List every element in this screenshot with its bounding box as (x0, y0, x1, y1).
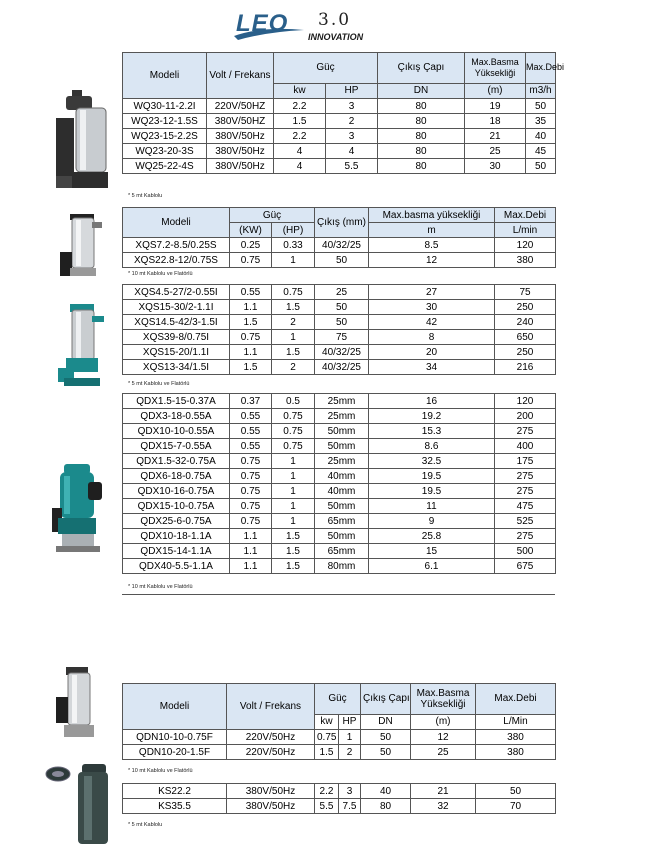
col-model-header: Modeli (123, 208, 230, 238)
value-cell: 50 (526, 159, 556, 174)
value-cell: 30 (369, 300, 495, 315)
col-flow-unit: L/min (495, 223, 556, 238)
value-cell: 1 (272, 469, 315, 484)
model-cell: QDX25-6-0.75A (123, 514, 230, 529)
value-cell: 80 (378, 114, 465, 129)
table-row (123, 469, 556, 484)
col-kw-unit: (KW) (230, 223, 272, 238)
value-cell: 1.5 (230, 315, 272, 330)
value-cell: 216 (495, 360, 556, 375)
table-row (123, 394, 556, 409)
col-volt-header: Volt / Frekans (227, 684, 315, 730)
value-cell: 475 (495, 499, 556, 514)
value-cell: 0.75 (272, 285, 315, 300)
value-cell: 1 (272, 454, 315, 469)
value-cell: 34 (369, 360, 495, 375)
table-row (123, 285, 556, 300)
value-cell: 250 (495, 300, 556, 315)
value-cell: 75 (495, 285, 556, 300)
col-kw-unit: kw (274, 83, 326, 98)
value-cell: 1.5 (272, 345, 315, 360)
value-cell: 35 (526, 114, 556, 129)
col-m-unit: (m) (465, 83, 526, 98)
col-outlet-header: Çıkış (mm) (315, 208, 369, 238)
value-cell: 675 (495, 559, 556, 574)
value-cell: 80mm (315, 559, 369, 574)
value-cell: 40mm (315, 484, 369, 499)
model-cell: QDX6-18-0.75A (123, 469, 230, 484)
model-cell: KS22.2 (123, 784, 227, 799)
col-head-header: Max.Basma Yüksekliği (411, 684, 476, 715)
table-row (123, 454, 556, 469)
wq-spec-table (122, 52, 565, 174)
value-cell: 1 (272, 484, 315, 499)
value-cell: 3 (326, 99, 378, 114)
value-cell: 0.55 (230, 439, 272, 454)
table-row (123, 330, 556, 345)
table-row (123, 409, 556, 424)
value-cell: 3 (339, 784, 361, 799)
model-cell: XQS7.2-8.5/0.25S (123, 238, 230, 253)
value-cell: 19.5 (369, 484, 495, 499)
value-cell: 21 (411, 784, 476, 799)
col-kw-unit: kw (315, 714, 339, 729)
value-cell: 40mm (315, 469, 369, 484)
model-cell: XQS4.5-27/2-0.55I (123, 285, 230, 300)
value-cell: 250 (495, 345, 556, 360)
value-cell: 1.1 (230, 544, 272, 559)
table-row (123, 544, 556, 559)
value-cell: 50 (315, 253, 369, 268)
col-hp-unit: HP (326, 83, 378, 98)
model-cell: WQ23-12-1.5S (123, 114, 207, 129)
value-cell: 27 (369, 285, 495, 300)
table-row (123, 424, 556, 439)
value-cell: 25mm (315, 409, 369, 424)
col-model-header: Modeli (123, 684, 227, 730)
value-cell: 50 (361, 730, 411, 745)
model-cell: XQS15-20/1.1I (123, 345, 230, 360)
pump-image-qdx (48, 462, 108, 556)
value-cell: 380V/50Hz (207, 129, 274, 144)
table2-note: * 10 mt Kablolu ve Flatörlü (128, 271, 193, 277)
xqs-small-spec-table (122, 207, 556, 268)
value-cell: 50 (361, 745, 411, 760)
value-cell: 1.5 (272, 559, 315, 574)
value-cell: 18 (465, 114, 526, 129)
value-cell: 0.75 (315, 730, 339, 745)
value-cell: 40/32/25 (315, 345, 369, 360)
value-cell: 0.55 (230, 424, 272, 439)
value-cell: 32.5 (369, 454, 495, 469)
pump-image-qdn (54, 665, 100, 745)
value-cell: 1 (272, 514, 315, 529)
table-row (123, 559, 556, 574)
table6-note: * 5 mt Kablolu (128, 822, 163, 828)
value-cell: 175 (495, 454, 556, 469)
value-cell: 15.3 (369, 424, 495, 439)
model-cell: QDX1.5-32-0.75A (123, 454, 230, 469)
model-cell: XQS22.8-12/0.75S (123, 253, 230, 268)
value-cell: 9 (369, 514, 495, 529)
value-cell: 1 (272, 499, 315, 514)
value-cell: 0.75 (230, 253, 272, 268)
table-row (123, 745, 556, 760)
col-dn-unit: DN (361, 714, 411, 729)
col-m-unit: (m) (411, 714, 476, 729)
value-cell: 220V/50HZ (207, 99, 274, 114)
value-cell: 19.2 (369, 409, 495, 424)
value-cell: 0.33 (272, 238, 315, 253)
value-cell: 2 (272, 315, 315, 330)
value-cell: 42 (369, 315, 495, 330)
value-cell: 0.75 (230, 469, 272, 484)
value-cell: 380 (495, 253, 556, 268)
table-row (123, 99, 556, 114)
col-outlet-header: Çıkış Çapı (361, 684, 411, 715)
value-cell: 525 (495, 514, 556, 529)
pump-image-xqs-small (58, 212, 106, 280)
model-cell: QDX40-5.5-1.1A (123, 559, 230, 574)
value-cell: 8.6 (369, 439, 495, 454)
value-cell: 19.5 (369, 469, 495, 484)
model-cell: WQ23-15-2.2S (123, 129, 207, 144)
table-row (123, 514, 556, 529)
value-cell: 40 (361, 784, 411, 799)
value-cell: 2.2 (274, 99, 326, 114)
table-row (123, 114, 556, 129)
value-cell: 0.37 (230, 394, 272, 409)
value-cell: 45 (526, 144, 556, 159)
value-cell: 50mm (315, 499, 369, 514)
pump-image-wq (52, 88, 110, 192)
value-cell: 275 (495, 484, 556, 499)
value-cell: 240 (495, 315, 556, 330)
value-cell: 32 (411, 799, 476, 814)
value-cell: 650 (495, 330, 556, 345)
value-cell: 11 (369, 499, 495, 514)
col-flow-header: Max.Debi (526, 53, 556, 84)
value-cell: 0.75 (230, 514, 272, 529)
model-cell: KS35.5 (123, 799, 227, 814)
table1-note: * 5 mt Kablolu (128, 193, 163, 199)
model-cell: XQS39-8/0.75I (123, 330, 230, 345)
col-hp-unit: HP (339, 714, 361, 729)
table-row (123, 238, 556, 253)
value-cell: 400 (495, 439, 556, 454)
value-cell: 0.75 (272, 439, 315, 454)
table5-note: * 10 mt Kablolu ve Flatörlü (128, 768, 193, 774)
value-cell: 380V/50Hz (227, 799, 315, 814)
col-head-header: Max.Basma Yüksekliği (465, 53, 526, 84)
col-m-unit: m (369, 223, 495, 238)
table-row (123, 484, 556, 499)
value-cell: 1.1 (230, 345, 272, 360)
table3-note: * 5 mt Kablolu ve Flatörlü (128, 381, 190, 387)
value-cell: 380V/50Hz (207, 159, 274, 174)
value-cell: 380 (476, 730, 556, 745)
qdx-spec-table (122, 393, 556, 574)
value-cell: 40 (526, 129, 556, 144)
model-cell: QDX10-18-1.1A (123, 529, 230, 544)
col-power-header: Güç (274, 53, 378, 84)
model-cell: QDX3-18-0.55A (123, 409, 230, 424)
model-cell: QDX15-7-0.55A (123, 439, 230, 454)
table-row (123, 784, 556, 799)
col-model-header: Modeli (123, 53, 207, 99)
value-cell: 0.75 (230, 330, 272, 345)
value-cell: 0.5 (272, 394, 315, 409)
value-cell: 0.75 (272, 424, 315, 439)
value-cell: 50mm (315, 529, 369, 544)
value-cell: 25 (315, 285, 369, 300)
model-cell: XQS14.5-42/3-1.5I (123, 315, 230, 330)
value-cell: 1.5 (230, 360, 272, 375)
table-row (123, 439, 556, 454)
table-row (123, 253, 556, 268)
value-cell: 1.5 (272, 544, 315, 559)
model-cell: QDX10-10-0.55A (123, 424, 230, 439)
value-cell: 380 (476, 745, 556, 760)
model-cell: QDX10-16-0.75A (123, 484, 230, 499)
model-cell: XQS15-30/2-1.1I (123, 300, 230, 315)
table-row (123, 315, 556, 330)
value-cell: 1.5 (272, 529, 315, 544)
value-cell: 80 (378, 159, 465, 174)
value-cell: 65mm (315, 544, 369, 559)
value-cell: 275 (495, 424, 556, 439)
xqs-spec-table (122, 284, 556, 375)
col-head-header: Max.basma yüksekliği (369, 208, 495, 223)
value-cell: 220V/50Hz (227, 730, 315, 745)
value-cell: 1.5 (272, 300, 315, 315)
value-cell: 25.8 (369, 529, 495, 544)
value-cell: 1.1 (230, 529, 272, 544)
value-cell: 220V/50Hz (227, 745, 315, 760)
col-flow-unit: m3/h (526, 83, 556, 98)
value-cell: 30 (465, 159, 526, 174)
value-cell: 1.1 (230, 559, 272, 574)
value-cell: 120 (495, 394, 556, 409)
value-cell: 50mm (315, 424, 369, 439)
value-cell: 16 (369, 394, 495, 409)
model-cell: XQS13-34/1.5I (123, 360, 230, 375)
value-cell: 80 (378, 144, 465, 159)
table-row (123, 159, 556, 174)
model-cell: QDN10-10-0.75F (123, 730, 227, 745)
table-row (123, 499, 556, 514)
value-cell: 50 (476, 784, 556, 799)
col-flow-unit: L/Min (476, 714, 556, 729)
value-cell: 80 (378, 99, 465, 114)
value-cell: 275 (495, 529, 556, 544)
table-row (123, 799, 556, 814)
value-cell: 2.2 (274, 129, 326, 144)
value-cell: 1.1 (230, 300, 272, 315)
value-cell: 65mm (315, 514, 369, 529)
value-cell: 380V/50HZ (207, 114, 274, 129)
value-cell: 2 (339, 745, 361, 760)
value-cell: 12 (411, 730, 476, 745)
value-cell: 25mm (315, 394, 369, 409)
value-cell: 4 (274, 159, 326, 174)
ks-spec-table (122, 783, 556, 814)
value-cell: 70 (476, 799, 556, 814)
table-row (123, 300, 556, 315)
value-cell: 50mm (315, 439, 369, 454)
value-cell: 50 (526, 99, 556, 114)
value-cell: 0.55 (230, 285, 272, 300)
value-cell: 1 (272, 330, 315, 345)
value-cell: 25 (465, 144, 526, 159)
value-cell: 200 (495, 409, 556, 424)
value-cell: 0.55 (230, 409, 272, 424)
value-cell: 120 (495, 238, 556, 253)
value-cell: 1.5 (315, 745, 339, 760)
value-cell: 2 (326, 114, 378, 129)
value-cell: 40/32/25 (315, 238, 369, 253)
value-cell: 75 (315, 330, 369, 345)
col-power-header: Güç (315, 684, 361, 715)
table-row (123, 360, 556, 375)
model-cell: WQ30-11-2.2I (123, 99, 207, 114)
value-cell: 19 (465, 99, 526, 114)
col-outlet-header: Çıkış Çapı (378, 53, 465, 84)
value-cell: 8.5 (369, 238, 495, 253)
value-cell: 40/32/25 (315, 360, 369, 375)
value-cell: 12 (369, 253, 495, 268)
col-hp-unit: (HP) (272, 223, 315, 238)
brand-logo (236, 10, 386, 44)
value-cell: 25mm (315, 454, 369, 469)
value-cell: 380V/50Hz (207, 144, 274, 159)
col-flow-header: Max.Debi (476, 684, 556, 715)
model-cell: WQ23-20-3S (123, 144, 207, 159)
value-cell: 2 (272, 360, 315, 375)
value-cell: 25 (411, 745, 476, 760)
value-cell: 15 (369, 544, 495, 559)
table4-note: * 10 mt Kablolu ve Flatörlü (128, 584, 193, 590)
pump-image-xqs-teal (56, 302, 108, 390)
value-cell: 500 (495, 544, 556, 559)
qdn-spec-table (122, 683, 556, 760)
model-cell: WQ25-22-4S (123, 159, 207, 174)
value-cell: 21 (465, 129, 526, 144)
value-cell: 3 (326, 129, 378, 144)
model-cell: QDN10-20-1.5F (123, 745, 227, 760)
value-cell: 4 (274, 144, 326, 159)
value-cell: 1 (272, 253, 315, 268)
logo-version: 3.0 (318, 10, 352, 30)
table-row (123, 144, 556, 159)
model-cell: QDX1.5-15-0.37A (123, 394, 230, 409)
table-row (123, 129, 556, 144)
value-cell: 275 (495, 469, 556, 484)
table-row (123, 345, 556, 360)
value-cell: 7.5 (339, 799, 361, 814)
value-cell: 2.2 (315, 784, 339, 799)
value-cell: 8 (369, 330, 495, 345)
col-dn-unit: DN (378, 83, 465, 98)
value-cell: 5.5 (315, 799, 339, 814)
value-cell: 4 (326, 144, 378, 159)
value-cell: 0.75 (230, 484, 272, 499)
value-cell: 1 (339, 730, 361, 745)
value-cell: 1.5 (274, 114, 326, 129)
section-divider (122, 594, 555, 595)
value-cell: 20 (369, 345, 495, 360)
pump-image-ks (44, 760, 110, 848)
model-cell: QDX15-14-1.1A (123, 544, 230, 559)
value-cell: 50 (315, 315, 369, 330)
value-cell: 0.75 (230, 454, 272, 469)
value-cell: 380V/50Hz (227, 784, 315, 799)
table-row (123, 730, 556, 745)
logo-tagline: INNOVATION (308, 32, 364, 42)
value-cell: 80 (361, 799, 411, 814)
logo-brand-text: LEO (236, 10, 289, 37)
value-cell: 0.25 (230, 238, 272, 253)
value-cell: 0.75 (272, 409, 315, 424)
value-cell: 5.5 (326, 159, 378, 174)
value-cell: 6.1 (369, 559, 495, 574)
col-power-header: Güç (230, 208, 315, 223)
table-row (123, 529, 556, 544)
col-volt-header: Volt / Frekans (207, 53, 274, 99)
value-cell: 0.75 (230, 499, 272, 514)
model-cell: QDX15-10-0.75A (123, 499, 230, 514)
col-flow-header: Max.Debi (495, 208, 556, 223)
value-cell: 80 (378, 129, 465, 144)
value-cell: 50 (315, 300, 369, 315)
